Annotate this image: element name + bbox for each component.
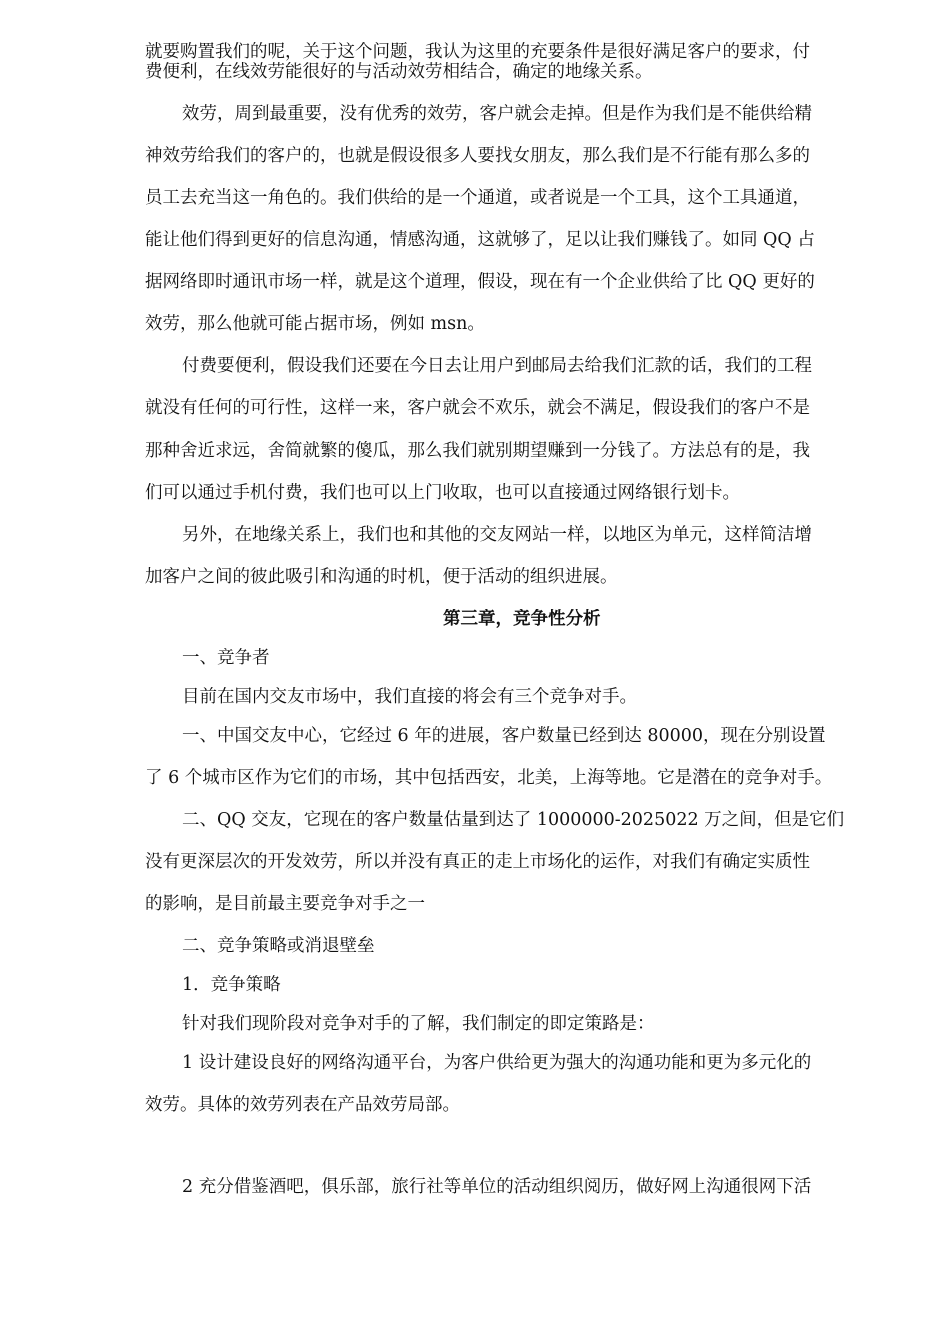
text-line: 一、竞争者 bbox=[182, 648, 270, 668]
text-line: 1 设计建设良好的网络沟通平台，为客户供给更为强大的沟通功能和更为多元化的 bbox=[182, 1053, 812, 1073]
text-line: 二、竞争策略或消退壁垒 bbox=[182, 936, 375, 956]
text-line: 就没有任何的可行性，这样一来，客户就会不欢乐，就会不满足，假设我们的客户不是 bbox=[145, 398, 810, 418]
text-line: 了 6 个城市区作为它们的市场，其中包括西安，北美，上海等地。它是潜在的竞争对手。 bbox=[145, 768, 833, 788]
text-line: 没有更深层次的开发效劳，所以并没有真正的走上市场化的运作，对我们有确定实质性 bbox=[145, 852, 810, 872]
text-line: 能让他们得到更好的信息沟通，情感沟通，这就够了，足以让我们赚钱了。如同 QQ 占 bbox=[145, 230, 815, 250]
text-line: 效劳，那么他就可能占据市场，例如 msn。 bbox=[145, 314, 485, 334]
text-line: 效劳，周到最重要，没有优秀的效劳，客户就会走掉。但是作为我们是不能供给精 bbox=[182, 104, 812, 124]
text-line: 员工去充当这一角色的。我们供给的是一个通道，或者说是一个工具，这个工具通道， bbox=[145, 188, 810, 208]
document-page bbox=[145, 42, 890, 1197]
text-line: 的影响，是目前最主要竞争对手之一 bbox=[145, 894, 425, 914]
text-line: 付费要便利，假设我们还要在今日去让用户到邮局去给我们汇款的话，我们的工程 bbox=[182, 356, 812, 376]
text-line: 就要购置我们的呢，关于这个问题，我认为这里的充要条件是很好满足客户的要求，付 bbox=[145, 42, 810, 62]
text-line: 效劳。具体的效劳列表在产品效劳局部。 bbox=[145, 1095, 460, 1115]
chapter-heading: 第三章，竞争性分析 bbox=[443, 609, 601, 629]
text-line: 们可以通过手机付费，我们也可以上门收取，也可以直接通过网络银行划卡。 bbox=[145, 483, 740, 503]
text-line: 2 充分借鉴酒吧，俱乐部，旅行社等单位的活动组织阅历，做好网上沟通很网下活 bbox=[182, 1177, 812, 1197]
text-line: 费便利，在线效劳能很好的与活动效劳相结合，确定的地缘关系。 bbox=[145, 62, 653, 82]
text-line: 另外，在地缘关系上，我们也和其他的交友网站一样，以地区为单元，这样简洁增 bbox=[182, 525, 812, 545]
text-line: 神效劳给我们的客户的，也就是假设很多人要找女朋友，那么我们是不行能有那么多的 bbox=[145, 146, 810, 166]
text-line: 那种舍近求远，舍简就繁的傻瓜，那么我们就别期望赚到一分钱了。方法总有的是，我 bbox=[145, 441, 810, 461]
text-line: 二、QQ 交友，它现在的客户数量估量到达了 1000000-2025022 万之间，但是它们 bbox=[182, 810, 845, 830]
text-line: 针对我们现阶段对竞争对手的了解，我们制定的即定策路是： bbox=[182, 1014, 655, 1034]
text-line: 一、中国交友中心，它经过 6 年的进展，客户数量已经到达 80000，现在分别设置 bbox=[182, 726, 826, 746]
text-line: 目前在国内交友市场中，我们直接的将会有三个竞争对手。 bbox=[182, 687, 637, 707]
text-line: 加客户之间的彼此吸引和沟通的时机，便于活动的组织进展。 bbox=[145, 567, 618, 587]
text-line: 1．竞争策略 bbox=[182, 975, 281, 995]
text-line: 据网络即时通讯市场一样，就是这个道理，假设，现在有一个企业供给了比 QQ 更好的 bbox=[145, 272, 815, 292]
